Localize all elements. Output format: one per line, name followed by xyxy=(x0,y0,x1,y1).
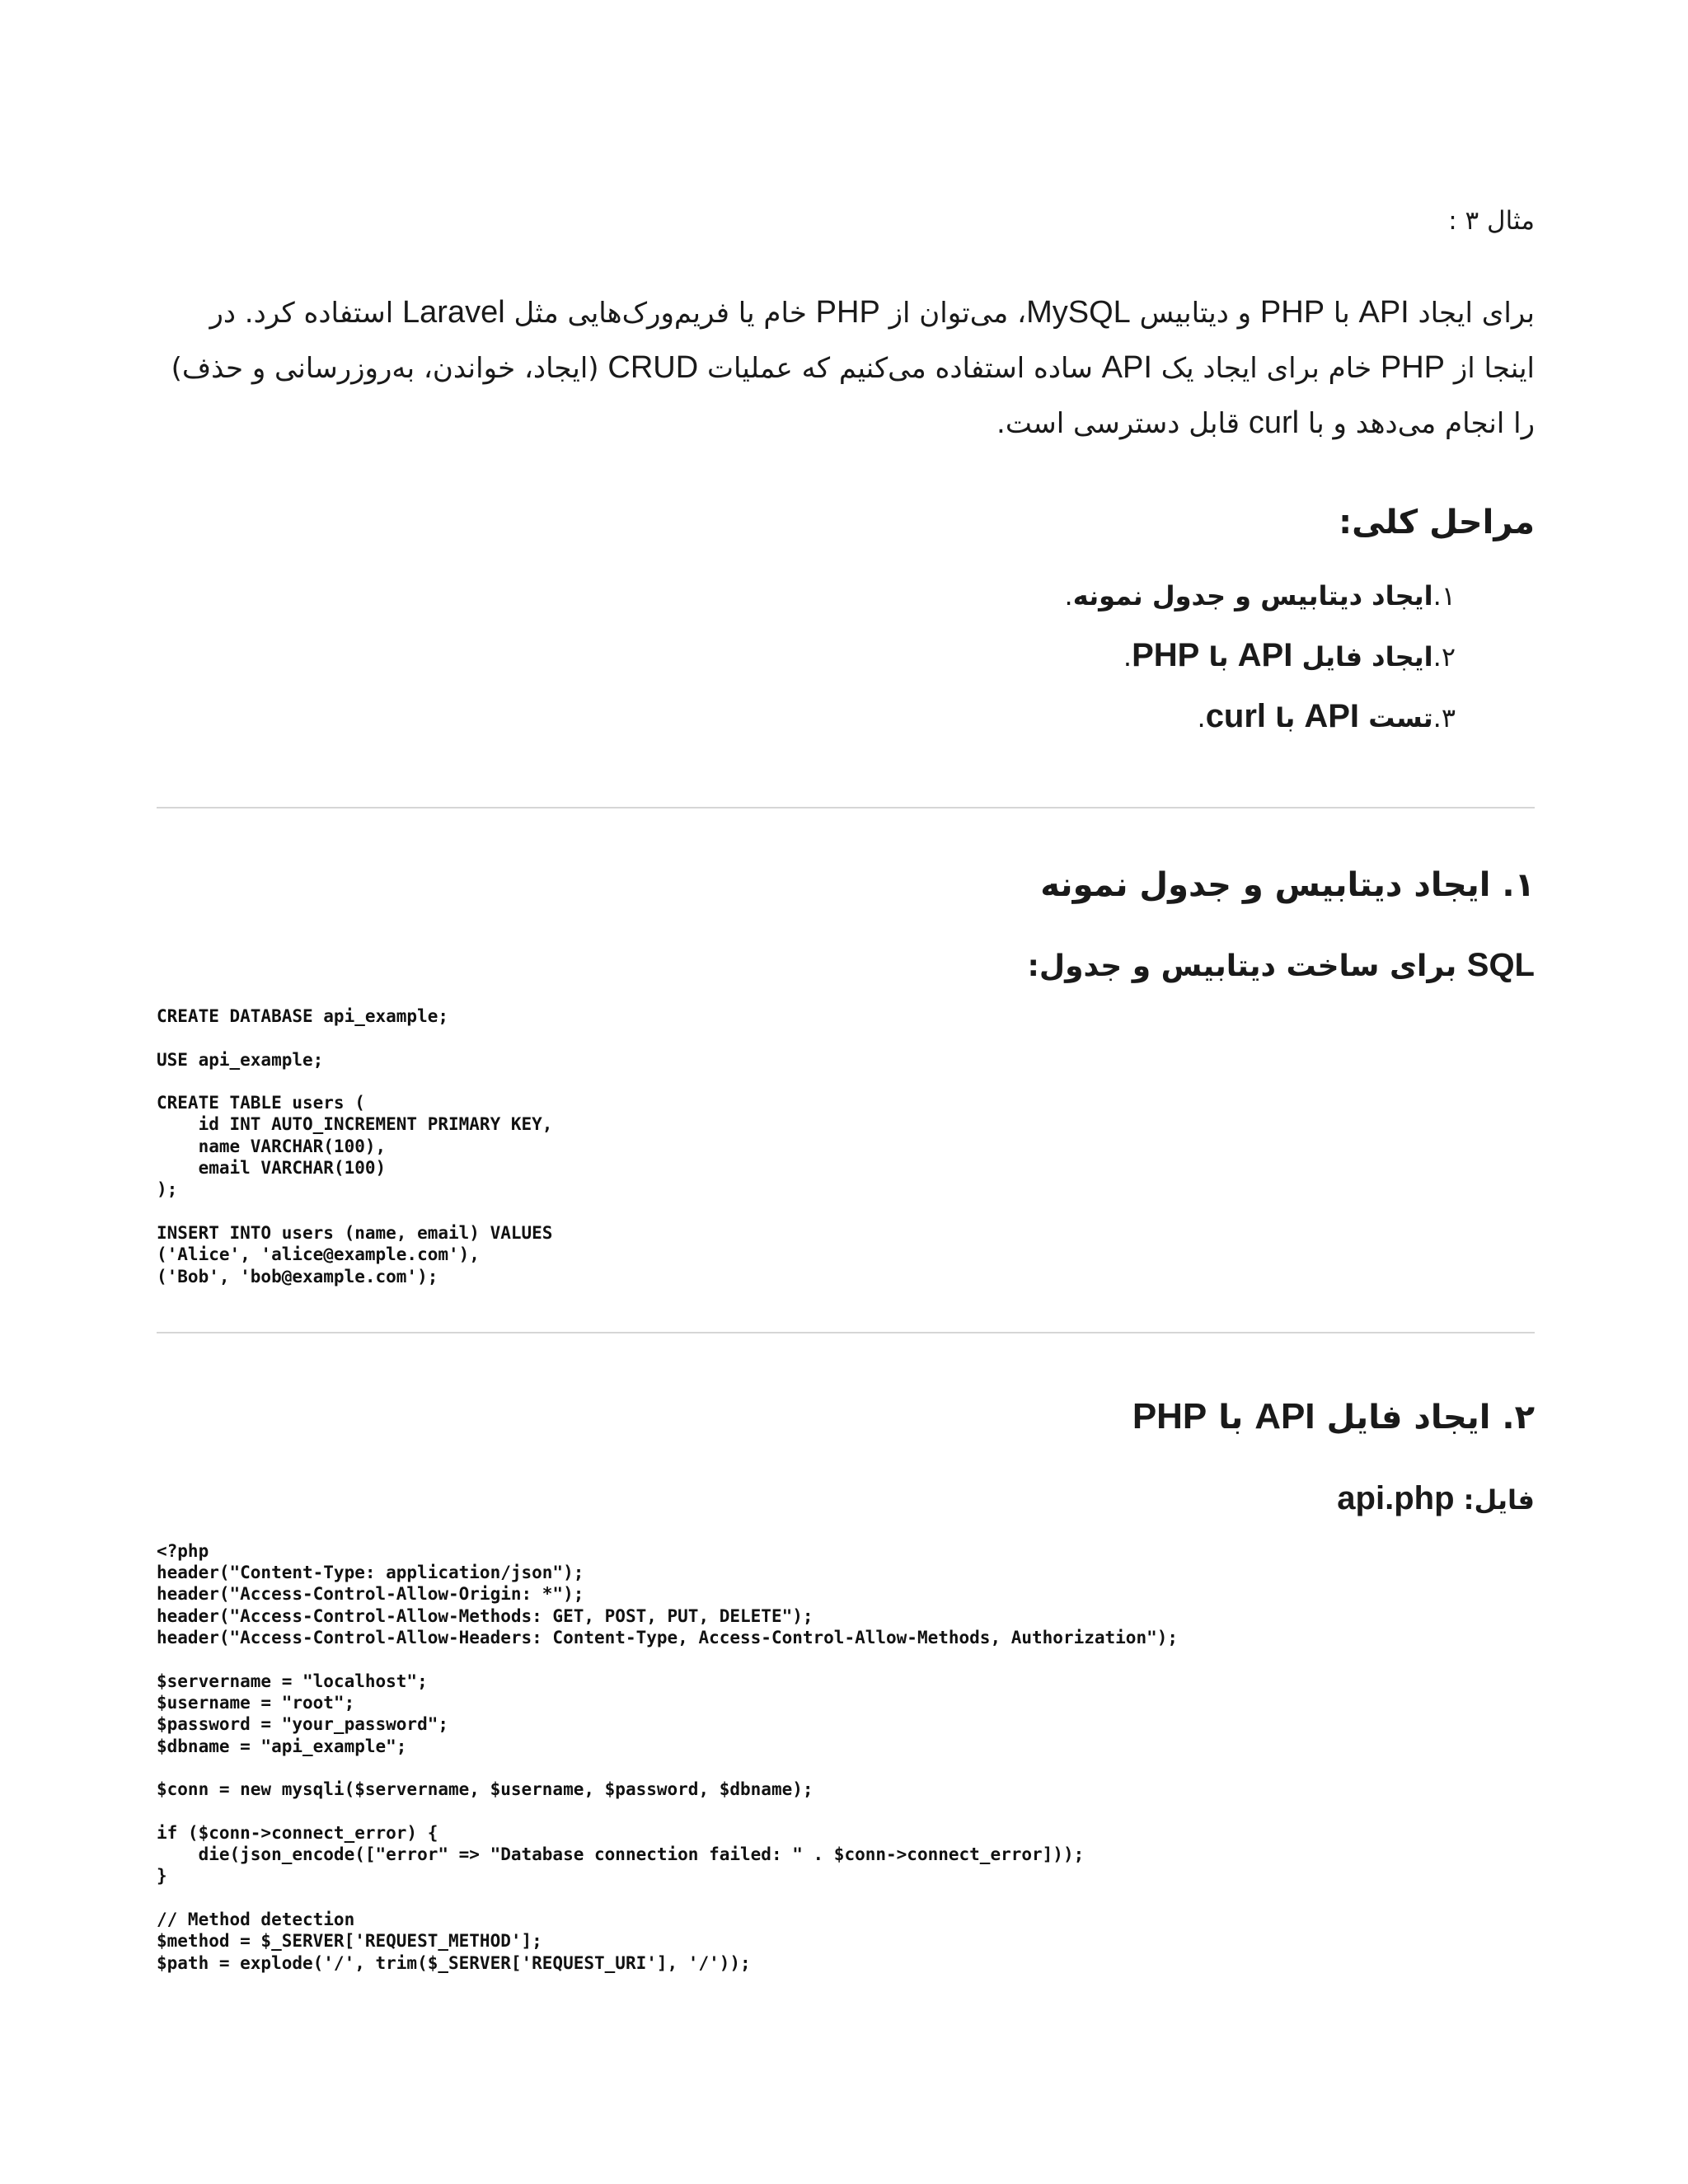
intro-text: ساده استفاده می‌کنیم که عملیات xyxy=(698,352,1102,385)
section-1-title xyxy=(157,866,1535,904)
section-title-text: ایجاد فایل xyxy=(1315,1398,1503,1436)
intro-text: برای ایجاد xyxy=(1409,297,1535,330)
intro-text: و دیتابیس xyxy=(1130,297,1260,330)
intro-text: (ایجاد، خواندن، به‌روزرسانی و حذف) را انجام می‌دهد و با xyxy=(171,352,1535,440)
intro-term: Laravel xyxy=(402,295,505,330)
divider xyxy=(157,1332,1535,1333)
section-title-term: API xyxy=(1254,1395,1315,1436)
document-page xyxy=(157,206,1535,1974)
intro-term: MySQL xyxy=(1026,295,1131,330)
section-title-text: با xyxy=(1207,1398,1255,1436)
section-title-term: PHP xyxy=(1132,1395,1207,1436)
sql-code-block: CREATE DATABASE api_example; USE api_example; CREATE TABLE users ( id INT AUTO_INCREMENT PRIMARY KEY, name VARCHAR(100), email VARCHAR(100) ); INSERT INTO users (name, email) VALUES ('Alice', 'alice@example.com'), ('Bob', 'bob@example.com'); xyxy=(157,1006,553,1286)
step-text: ایجاد فایل xyxy=(1292,641,1433,673)
intro-term: curl xyxy=(1248,405,1300,440)
step-number: ۳. xyxy=(1432,702,1456,733)
steps-list xyxy=(157,565,1535,748)
intro-term: CRUD xyxy=(607,350,699,385)
intro-text: با xyxy=(1325,297,1359,330)
step-text: با xyxy=(1199,641,1238,673)
step-text: با xyxy=(1266,702,1305,733)
section-1-subtitle xyxy=(157,947,1535,984)
step-number: ۱. xyxy=(1432,580,1456,612)
steps-heading: مراحل کلی: xyxy=(1339,504,1535,541)
list-item xyxy=(157,687,1456,748)
list-item xyxy=(157,626,1456,687)
intro-text: خام یا فریم‌ورک‌هایی مثل xyxy=(504,297,816,330)
intro-text: استفاده کرد. در اینجا از xyxy=(209,297,1535,385)
step-text: ایجاد دیتابیس و جدول نمونه xyxy=(1072,580,1433,612)
step-number: ۲. xyxy=(1432,641,1456,673)
subtitle-text: برای ساخت دیتابیس و جدول: xyxy=(1027,949,1467,983)
section-2-title xyxy=(157,1396,1535,1437)
intro-term: API xyxy=(1358,295,1409,330)
file-label-text: فایل: xyxy=(1454,1483,1535,1516)
section-number: ۲. xyxy=(1502,1398,1535,1436)
intro-term: API xyxy=(1101,350,1152,385)
file-label xyxy=(157,1480,1535,1517)
step-term: API xyxy=(1304,698,1360,734)
intro-text: قابل دسترسی است. xyxy=(996,407,1249,440)
step-period: . xyxy=(1123,641,1132,673)
file-name: api.php xyxy=(1337,1479,1455,1516)
step-period: . xyxy=(1197,702,1206,733)
step-term: API xyxy=(1237,637,1293,673)
step-text: تست xyxy=(1359,702,1433,733)
intro-paragraph xyxy=(157,285,1535,451)
intro-term: PHP xyxy=(815,295,880,330)
step-term: curl xyxy=(1205,698,1267,734)
php-code-block: <?php header("Content-Type: application/json"); header("Access-Control-Allow-Origin: *"); header("Access-Control-Allow-Methods: GET, POST, PUT, DELETE"); header("Access-Control-Allow-Headers: Content-Type, Access-Control-Allow-Methods, Authorization"); $servername = "localhost"; $username = "root"; $password = "your_password"; $dbname = "api_example"; $conn = new mysqli($servername, $username, $password, $dbname); if ($conn->connect_error) { die(json_encode(["error" => "Database connection failed: " . $conn->connect_error])); } // Method detection $method = $_SERVER['REQUEST_METHOD']; $path = explode('/', trim($_SERVER['REQUEST_URI'], '/')); xyxy=(157,1540,1179,1973)
section-title-text: ایجاد دیتابیس و جدول نمونه xyxy=(1040,866,1503,904)
subtitle-term: SQL xyxy=(1466,947,1535,983)
step-term: PHP xyxy=(1132,637,1200,673)
divider xyxy=(157,807,1535,808)
intro-text: ، می‌توان از xyxy=(879,297,1027,330)
intro-text: خام برای ایجاد یک xyxy=(1151,352,1381,385)
step-period: . xyxy=(1064,580,1073,612)
intro-term: PHP xyxy=(1259,295,1325,330)
intro-term: PHP xyxy=(1380,350,1446,385)
example-label: مثال ۳ : xyxy=(1448,206,1535,236)
list-item xyxy=(157,565,1456,626)
section-number: ۱. xyxy=(1502,866,1535,904)
